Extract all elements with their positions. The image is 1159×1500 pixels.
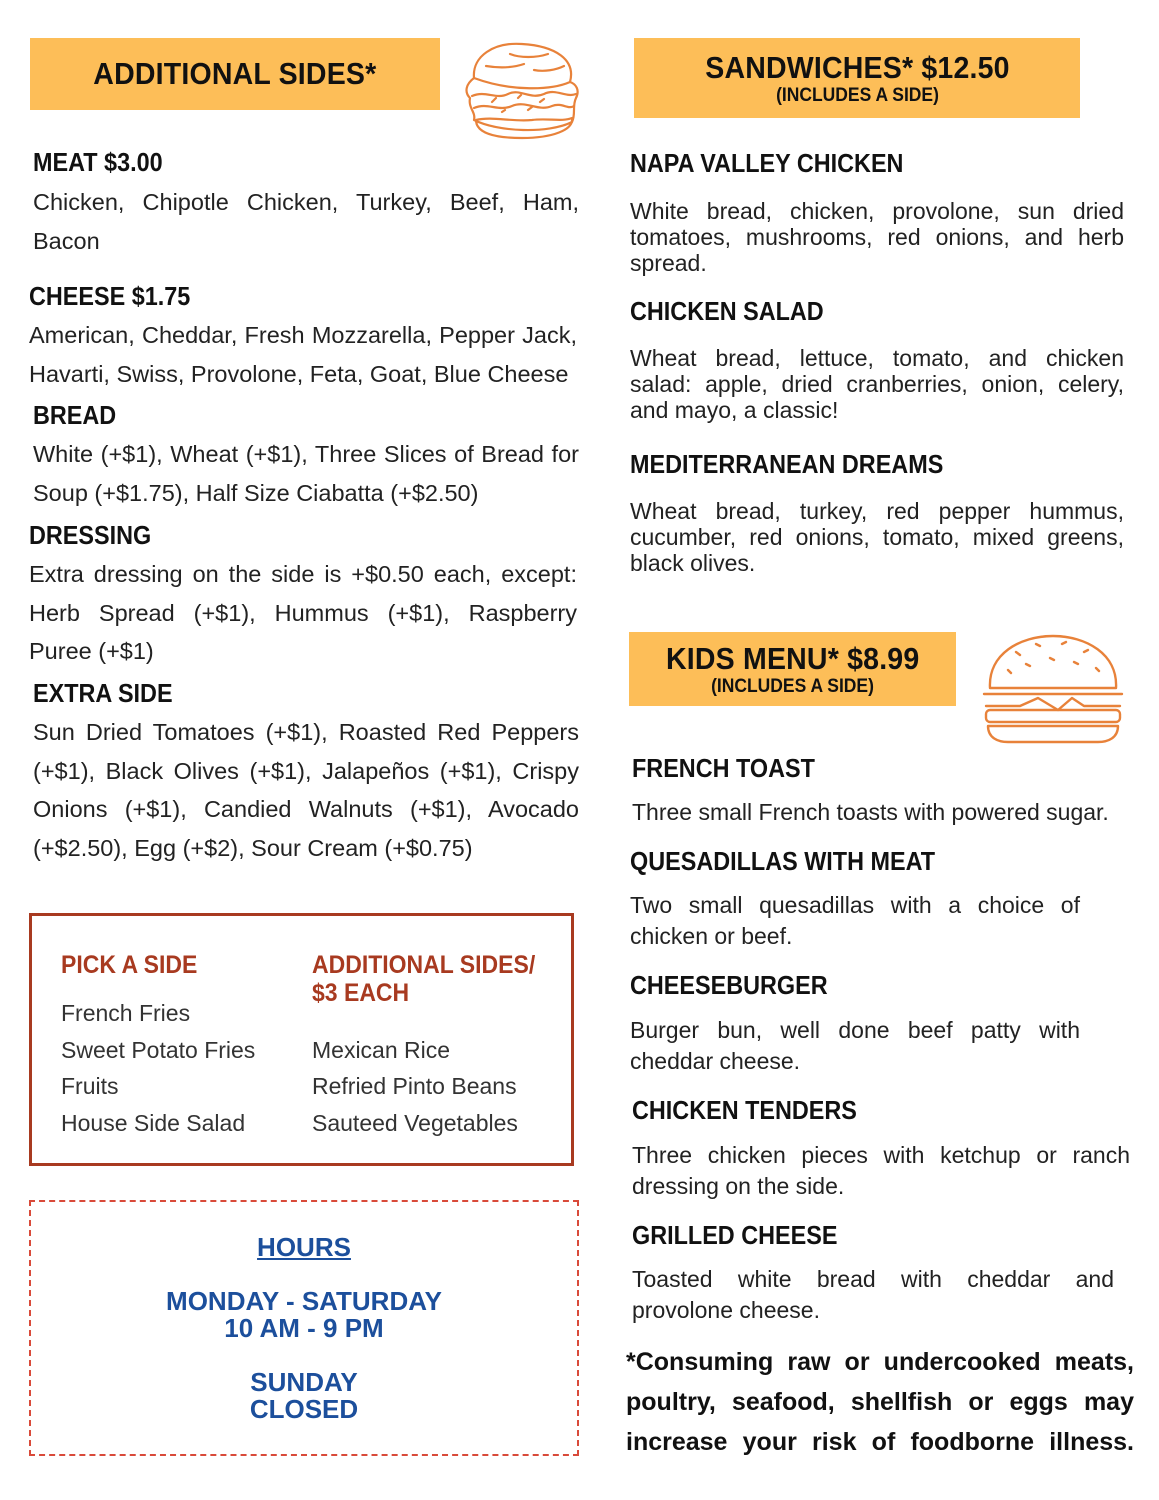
sandwiches-title: SANDWICHES* $12.50: [704, 49, 1010, 85]
extra-side-item: Mexican Rice: [312, 1037, 451, 1063]
sunday-label: SUNDAY: [250, 1367, 358, 1397]
cheese-options: American, Cheddar, Fresh Mozzarella, Pepper Jack, Havarti, Swiss, Provolone, Feta, Goat, Blue Cheese: [29, 322, 577, 387]
bread-options: White (+$1), Wheat (+$1), Three Slices of Bread for Soup (+$1.75), Half Size Ciabatta (+$2.50): [33, 441, 579, 506]
sandwiches-banner: [634, 38, 1080, 118]
kids-item-name: CHICKEN TENDERS: [632, 1095, 857, 1125]
sandwich-name: NAPA VALLEY CHICKEN: [630, 148, 904, 178]
cheese-heading: CHEESE $1.75: [29, 281, 191, 311]
additional-sides-banner: [30, 38, 440, 110]
kids-item-name: GRILLED CHEESE: [632, 1220, 838, 1250]
hours-box: [29, 1200, 579, 1456]
pick-a-side-heading: PICK A SIDE: [61, 951, 198, 979]
pick-side-item: House Side Salad: [61, 1110, 246, 1136]
kids-item-description: Three small French toasts with powered sugar.: [632, 799, 1109, 825]
sandwich-name: CHICKEN SALAD: [630, 296, 824, 326]
food-safety-warning: *Consuming raw or undercooked meats, poultry, seafood, shellfish or eggs may increase your risk of foodborne illness.: [626, 1348, 1134, 1456]
meat-options: Chicken, Chipotle Chicken, Turkey, Beef, Ham, Bacon: [33, 189, 579, 254]
kids-menu-subtitle: (INCLUDES A SIDE): [711, 675, 874, 697]
kids-menu-banner: [629, 632, 956, 706]
kids-item-name: FRENCH TOAST: [632, 753, 815, 783]
dressing-options: Extra dressing on the side is +$0.50 each, except: Herb Spread (+$1), Hummus (+$1), Raspberry Puree (+$1): [29, 561, 577, 664]
kids-item-name: QUESADILLAS WITH MEAT: [630, 846, 936, 876]
sides-box: [29, 913, 574, 1166]
dressing-heading: DRESSING: [29, 520, 152, 550]
pick-side-item: French Fries: [61, 1000, 191, 1026]
extra-side-options: Sun Dried Tomatoes (+$1), Roasted Red Peppers (+$1), Black Olives (+$1), Jalapeños (+$1), Crispy Onions (+$1), Candied Walnuts (+$1), Avocado (+$2.50), Egg (+$2), Sour Cream (+$0.75): [33, 719, 579, 861]
sandwich-description: Wheat bread, lettuce, tomato, and chicken salad: apple, dried cranberries, onion, celery, and mayo, a classic!: [630, 345, 1124, 423]
kids-item-description: Burger bun, well done beef patty with cheddar cheese.: [630, 1017, 1080, 1074]
weekday-days: MONDAY - SATURDAY: [166, 1286, 442, 1316]
sandwiches-subtitle: (INCLUDES A SIDE): [775, 84, 939, 106]
sandwich-icon: [452, 38, 592, 142]
kids-item-description: Toasted white bread with cheddar and provolone cheese.: [632, 1266, 1114, 1323]
meat-heading: MEAT $3.00: [33, 147, 163, 177]
kids-item-name: CHEESEBURGER: [630, 970, 828, 1000]
weekday-time: 10 AM - 9 PM: [224, 1313, 384, 1343]
sandwich-name: MEDITERRANEAN DREAMS: [630, 449, 944, 479]
extra-side-item: Refried Pinto Beans: [312, 1073, 517, 1099]
extra-side-heading: EXTRA SIDE: [33, 678, 173, 708]
sunday-status: CLOSED: [249, 1394, 359, 1424]
bread-heading: BREAD: [33, 400, 117, 430]
additional-sides-each-heading: ADDITIONAL SIDES/ $3 EACH: [312, 951, 536, 1007]
burger-icon: [980, 630, 1126, 746]
extra-side-item: Sauteed Vegetables: [312, 1110, 518, 1136]
pick-side-item: Sweet Potato Fries: [61, 1037, 256, 1063]
hours-title: HOURS: [257, 1232, 351, 1262]
kids-menu-title: KIDS MENU* $8.99: [665, 640, 920, 676]
additional-sides-title: ADDITIONAL SIDES*: [93, 56, 377, 91]
pick-side-item: Fruits: [61, 1073, 119, 1099]
sandwich-description: White bread, chicken, provolone, sun dried tomatoes, mushrooms, red onions, and herb spread.: [630, 198, 1124, 276]
kids-item-description: Three chicken pieces with ketchup or ranch dressing on the side.: [632, 1142, 1130, 1199]
kids-item-description: Two small quesadillas with a choice of chicken or beef.: [630, 892, 1080, 949]
sandwich-description: Wheat bread, turkey, red pepper hummus, cucumber, red onions, tomato, mixed greens, black olives.: [630, 498, 1124, 576]
